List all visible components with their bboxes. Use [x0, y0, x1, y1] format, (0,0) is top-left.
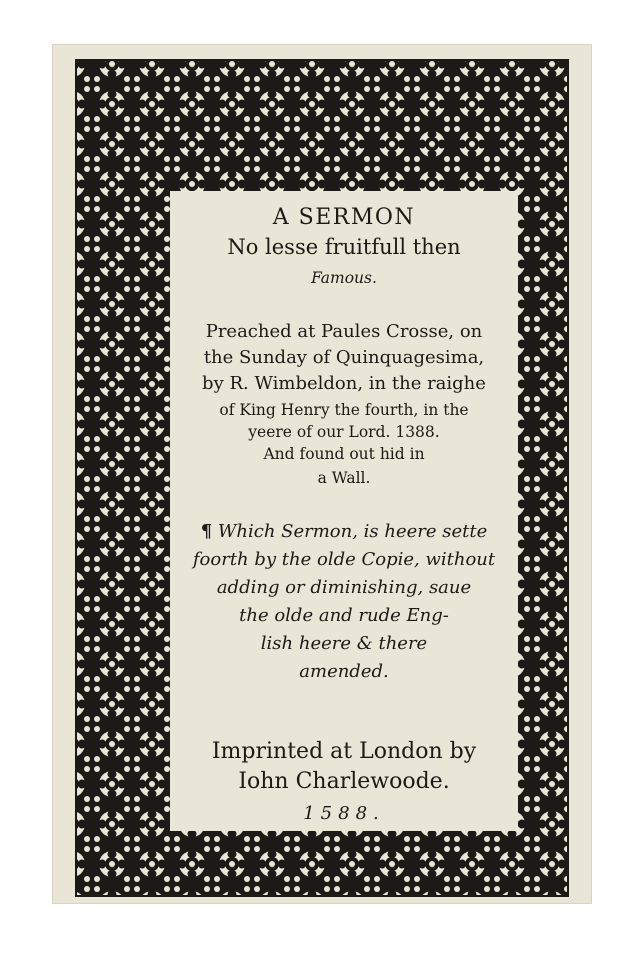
title-text-block [170, 191, 518, 831]
preached-line-4: of King Henry the fourth, in the [219, 401, 469, 419]
note-line-1 [170, 521, 518, 542]
note-line-5: lish heere & there [260, 633, 428, 654]
note-line-2: foorth by the olde Copie, without [192, 549, 496, 570]
preached-line-3: by R. Wimbeldon, in the raighe [202, 373, 486, 394]
imprint-line-2: Iohn Charlewoode. [238, 769, 450, 794]
preached-line-1: Preached at Paules Crosse, on [205, 321, 483, 342]
note-line-4: the olde and rude Eng- [239, 605, 449, 626]
imprint-line-1: Imprinted at London by [211, 739, 477, 764]
note-line-6: amended. [299, 661, 389, 682]
note-line-1-text: Which Sermon, is heere sette [217, 521, 488, 542]
imprint-year: 1588. [303, 803, 385, 824]
subtitle-line-2: Famous. [311, 269, 377, 287]
preached-line-2: the Sunday of Quinquagesima, [203, 347, 485, 368]
pilcrow-mark: ¶ [200, 521, 213, 542]
preached-line-6: And found out hid in [263, 445, 425, 463]
subtitle-line-1: No lesse fruitfull then [227, 235, 461, 259]
preached-line-5: yeere of our Lord. 1388. [248, 423, 440, 441]
title-page [52, 44, 592, 904]
heading: A SERMON [272, 205, 416, 230]
preached-line-7: a Wall. [317, 469, 371, 487]
note-line-3: adding or diminishing, saue [216, 577, 472, 598]
